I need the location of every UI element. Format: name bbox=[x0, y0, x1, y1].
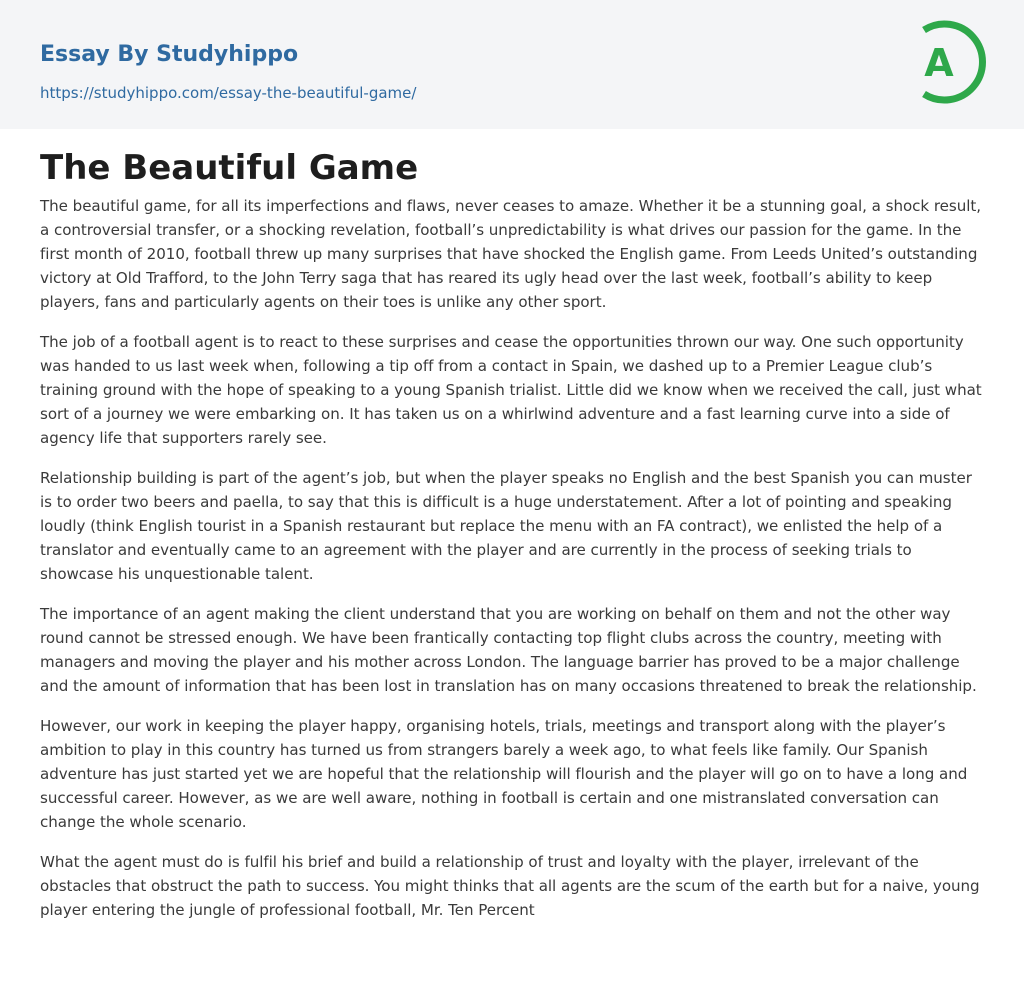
essay-url-link[interactable]: https://studyhippo.com/essay-the-beautiful-game/ bbox=[40, 84, 417, 102]
paragraph: What the agent must do is fulfil his brief and build a relationship of trust and loyalty with the player, irrelevant of the obstacles that obstruct the path to success. You might thinks that all agents are the scum of the earth but for a naive, young player entering the jungle of professional football, Mr. Ten Percent bbox=[40, 853, 980, 919]
article-title: The Beautiful Game bbox=[40, 148, 419, 188]
article-body bbox=[40, 194, 988, 938]
site-brand[interactable]: Essay By Studyhippo bbox=[40, 42, 299, 67]
paragraph: The importance of an agent making the client understand that you are working on behalf on them and not the other way round cannot be stressed enough. We have been frantically contacting top flight clubs across the country, meeting with managers and moving the player and his mother across London. The language barrier has proved to be a major challenge and the amount of information that has been lost in translation has on many occasions threatened to break the relationship. bbox=[40, 605, 977, 695]
paragraph: The job of a football agent is to react to these surprises and cease the opportunities thrown our way. One such opportunity was handed to us last week when, following a tip off from a contact in Spain, we dashed up to a Premier League club’s training ground with the hope of speaking to a young Spanish trialist. Little did we know when we received the call, just what sort of a journey we were embarking on. It has taken us on a whirlwind adventure and a fast learning curve into a side of agency life that supporters rarely see. bbox=[40, 333, 982, 447]
paragraph: The beautiful game, for all its imperfections and flaws, never ceases to amaze. Whether it be a stunning goal, a shock result, a controversial transfer, or a shocking revelation, football’s unpredictability is what drives our passion for the game. In the first month of 2010, football threw up many surprises that have shocked the English game. From Leeds United’s outstanding victory at Old Trafford, to the John Terry saga that has reared its ugly head over the last week, football’s ability to keep players, fans and particularly agents on their toes is unlike any other sport. bbox=[40, 197, 981, 311]
logo-letter: A bbox=[924, 41, 954, 85]
paragraph: Relationship building is part of the agent’s job, but when the player speaks no English and the best Spanish you can muster is to order two beers and paella, to say that this is difficult is a huge understatement. After a lot of pointing and speaking loudly (think English tourist in a Spanish restaurant but replace the menu with an FA contract), we enlisted the help of a translator and eventually came to an agreement with the player and are currently in the process of seeking trials to showcase his unquestionable talent. bbox=[40, 469, 972, 583]
paragraph: However, our work in keeping the player happy, organising hotels, trials, meetings and transport along with the player’s ambition to play in this country has turned us from strangers barely a week ago, to what feels like family. Our Spanish adventure has just started yet we are hopeful that the relationship will flourish and the player will go on to have a long and successful career. However, as we are well aware, nothing in football is certain and one mistranslated conversation can change the whole scenario. bbox=[40, 717, 968, 831]
page-header bbox=[0, 0, 1024, 129]
studyhippo-logo-icon[interactable] bbox=[912, 18, 988, 106]
